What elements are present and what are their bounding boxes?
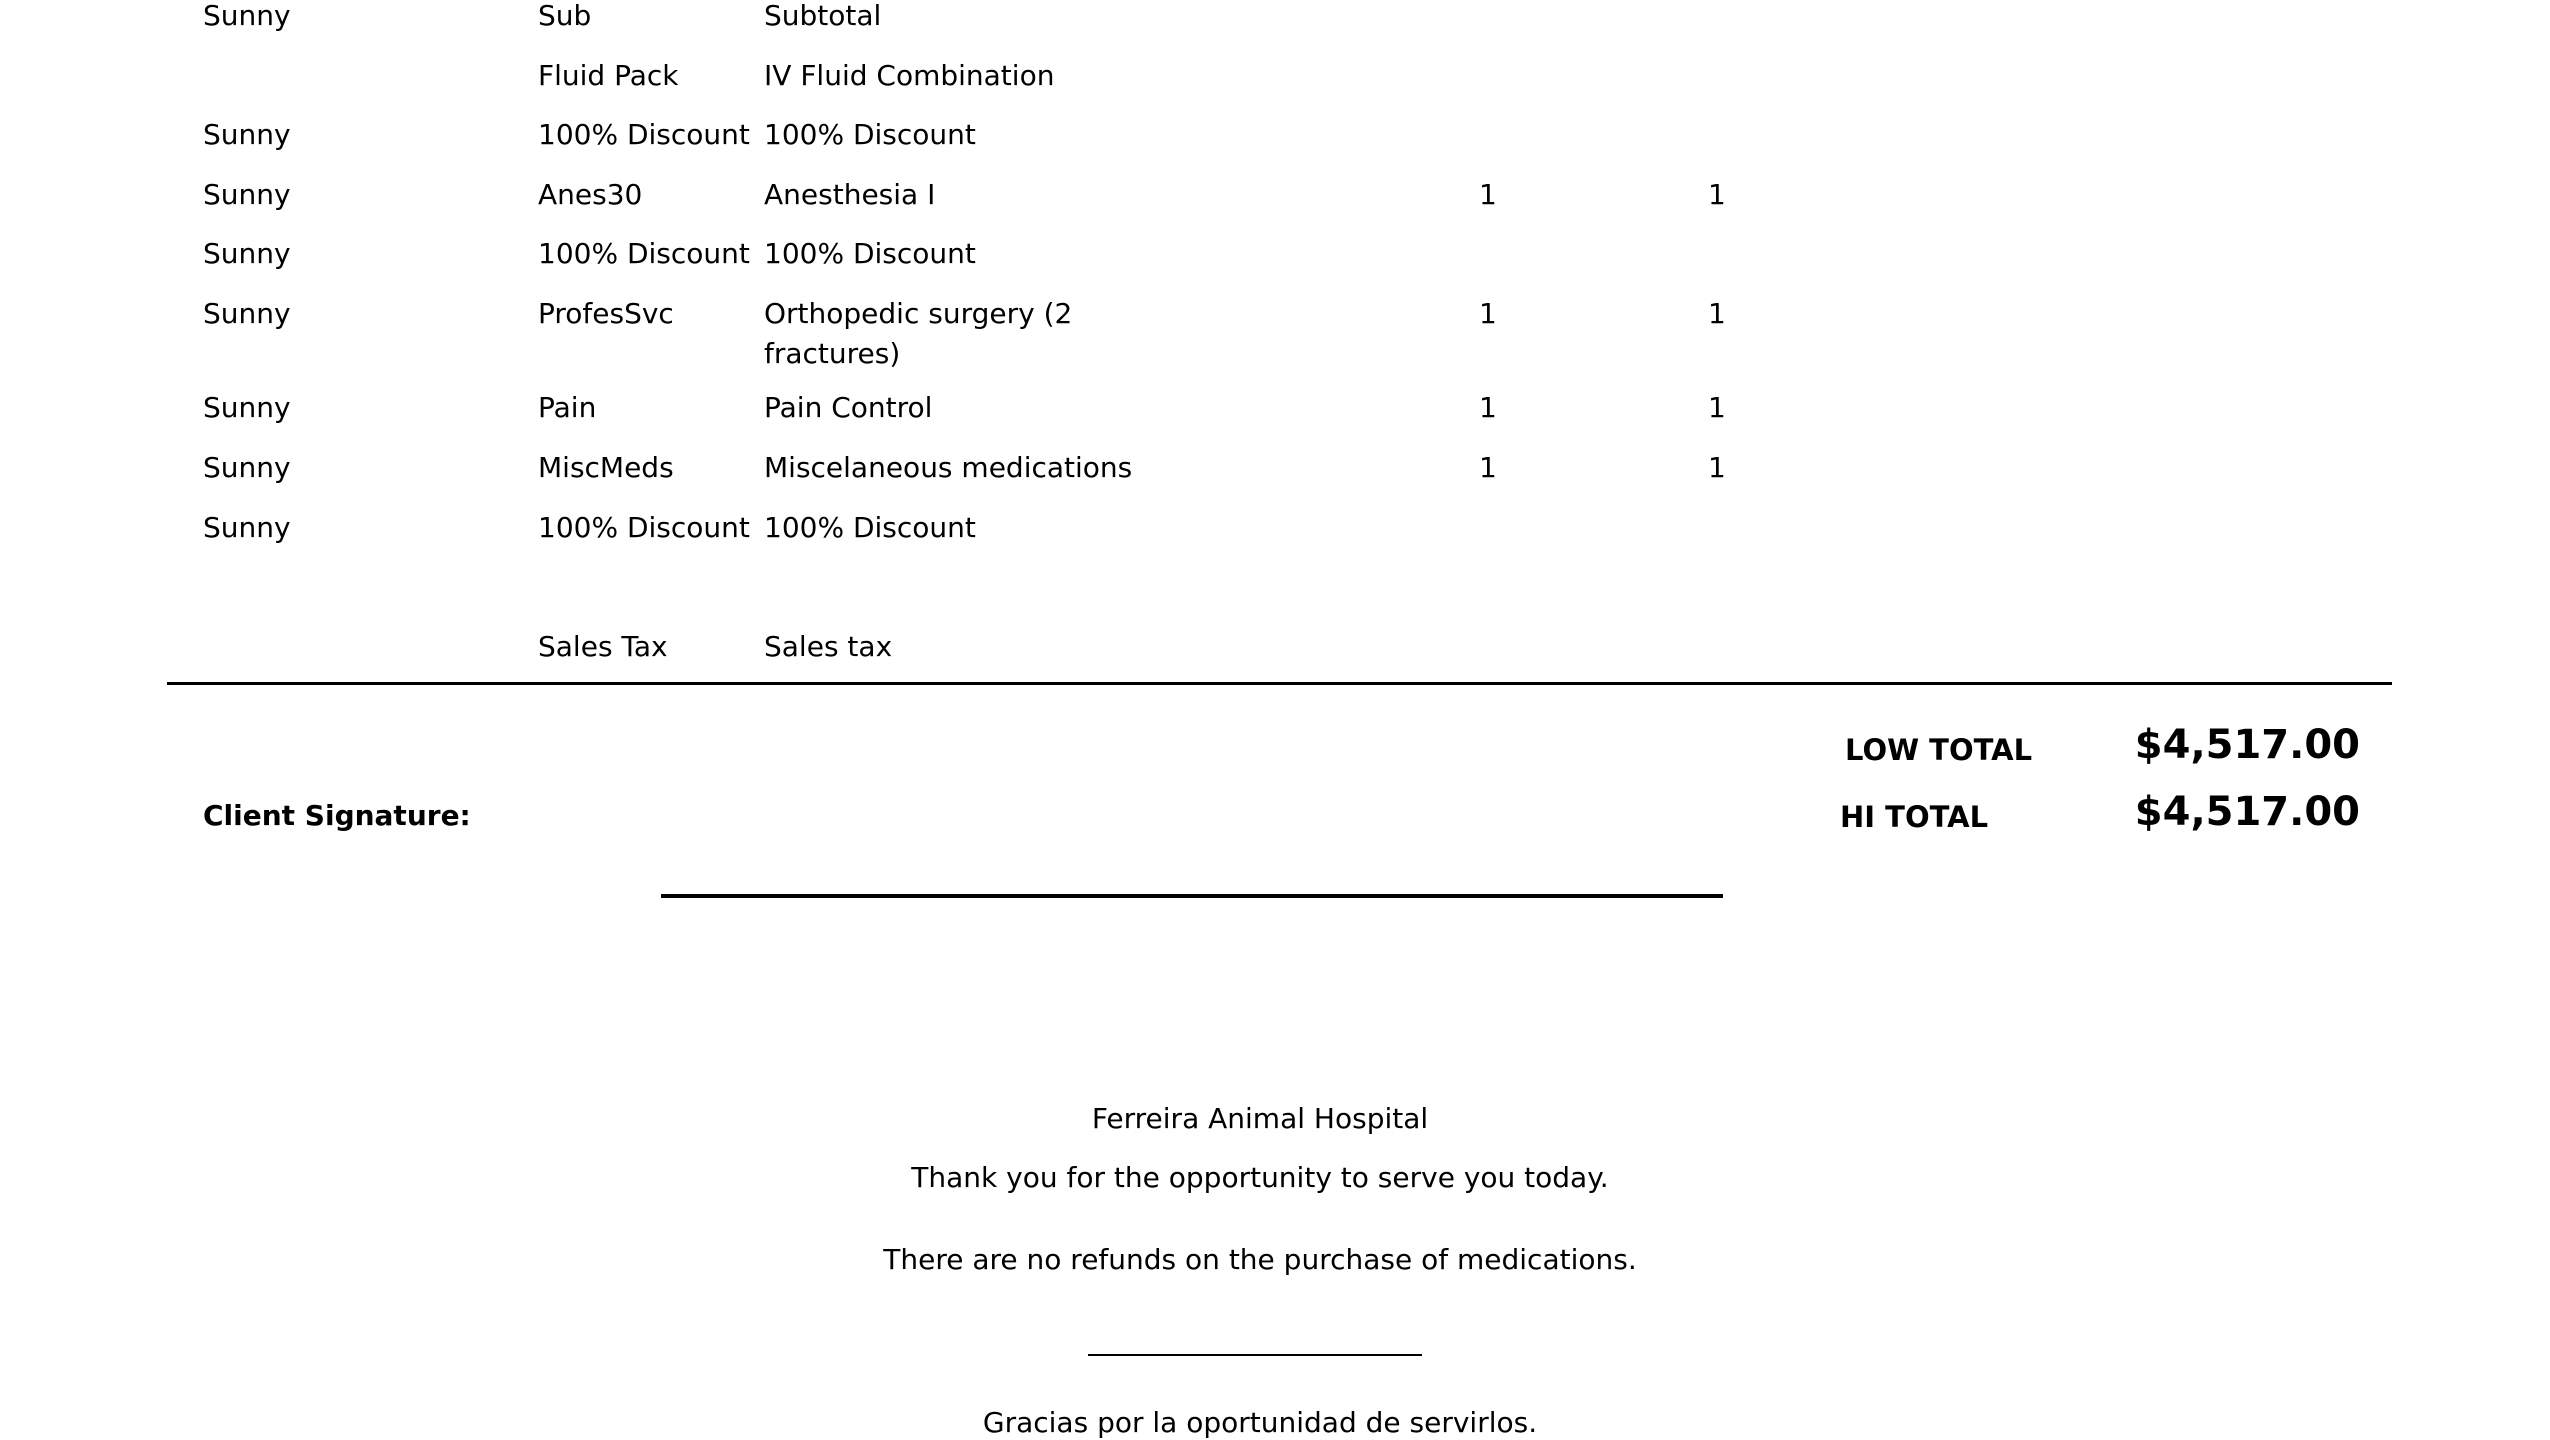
item-code: MiscMeds: [538, 451, 674, 484]
item-description: Pain Control: [764, 391, 933, 424]
item-code: Sales Tax: [538, 630, 668, 663]
item-patient: Sunny: [203, 178, 291, 211]
item-code: 100% Discount: [538, 511, 750, 544]
item-code: 100% Discount: [538, 118, 750, 151]
item-description: 100% Discount: [764, 511, 976, 544]
items-divider: [167, 682, 2392, 685]
item-description: IV Fluid Combination: [764, 59, 1055, 92]
item-patient: Sunny: [203, 118, 291, 151]
item-low-qty: 1: [1479, 451, 1497, 484]
item-patient: Sunny: [203, 237, 291, 270]
low-total-value: $4,517.00: [2134, 722, 2360, 768]
item-low-qty: 1: [1479, 297, 1497, 330]
thank-you-spanish: Gracias por la oportunidad de servirlos.: [982, 1406, 1538, 1439]
item-description: Miscelaneous medications: [764, 451, 1133, 484]
low-total-label: LOW TOTAL: [1845, 733, 2033, 767]
item-hi-qty: 1: [1708, 391, 1726, 424]
item-description: Subtotal: [764, 0, 882, 32]
clinic-name: Ferreira Animal Hospital: [1091, 1102, 1429, 1135]
item-patient: Sunny: [203, 391, 291, 424]
item-hi-qty: 1: [1708, 297, 1726, 330]
item-description: Sales tax: [764, 630, 893, 663]
item-patient: Sunny: [203, 511, 291, 544]
item-hi-qty: 1: [1708, 451, 1726, 484]
hi-total-value: $4,517.00: [2134, 789, 2360, 835]
item-code: Sub: [538, 0, 592, 32]
item-description: 100% Discount: [764, 118, 976, 151]
item-description: Orthopedic surgery (2 fractures): [764, 297, 1073, 370]
item-code: Fluid Pack: [538, 59, 679, 92]
item-description: Anesthesia I: [764, 178, 936, 211]
thank-you-message: Thank you for the opportunity to serve you today.: [911, 1161, 1609, 1194]
footer-divider: [1088, 1354, 1422, 1356]
item-hi-qty: 1: [1708, 178, 1726, 211]
item-patient: Sunny: [203, 0, 291, 32]
hi-total-label: HI TOTAL: [1840, 800, 1989, 834]
client-signature-label: Client Signature:: [203, 799, 471, 832]
item-code: Anes30: [538, 178, 643, 211]
item-code: 100% Discount: [538, 237, 750, 270]
item-low-qty: 1: [1479, 391, 1497, 424]
item-code: Pain: [538, 391, 597, 424]
refund-policy: There are no refunds on the purchase of medications.: [883, 1243, 1637, 1276]
item-patient: Sunny: [203, 297, 291, 330]
signature-line[interactable]: [661, 894, 1723, 898]
item-patient: Sunny: [203, 451, 291, 484]
item-low-qty: 1: [1479, 178, 1497, 211]
item-description: 100% Discount: [764, 237, 976, 270]
item-code: ProfesSvc: [538, 297, 674, 330]
